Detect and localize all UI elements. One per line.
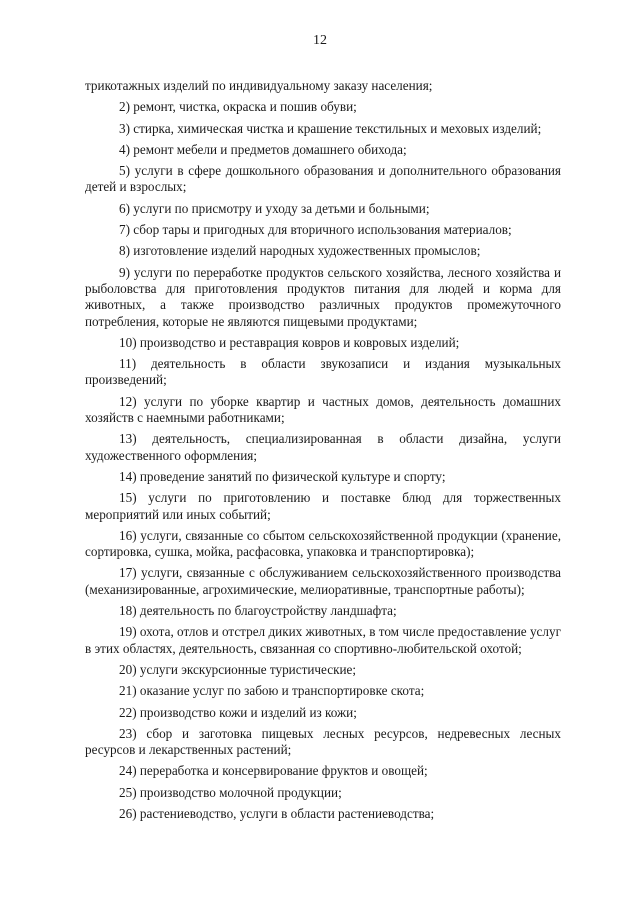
list-item: 3) стирка, химическая чистка и крашение текстильных и меховых изделий; xyxy=(119,120,542,136)
list-item: 7) сбор тары и пригодных для вторичного использования материалов; xyxy=(119,222,512,238)
list-item: 6) услуги по присмотру и уходу за детьми и больными; xyxy=(119,200,430,216)
list-item: 11) деятельность в области звукозаписи и издания музыкальных произведений; xyxy=(85,356,561,388)
list-item: 15) услуги по приготовлению и поставке блюд для торжественных мероприятий или иных событий; xyxy=(85,490,561,522)
list-item: 14) проведение занятий по физической культуре и спорту; xyxy=(119,468,446,484)
list-item: 8) изготовление изделий народных художественных промыслов; xyxy=(119,243,481,259)
list-item: 12) услуги по уборке квартир и частных домов, деятельность домашних хозяйств с наемными работниками; xyxy=(85,393,561,426)
list-item: 23) сбор и заготовка пищевых лесных ресурсов, недревесных лесных ресурсов и лекарственных растений; xyxy=(85,725,561,758)
list-item: 10) производство и реставрация ковров и ковровых изделий; xyxy=(119,334,460,350)
list-item: 19) охота, отлов и отстрел диких животных, в том числе предоставление услуг в этих областях, деятельность, связанная со спортивно-любительской охотой; xyxy=(85,624,561,656)
list-item: 5) услуги в сфере дошкольного образования и дополнительного образования детей и взрослых; xyxy=(85,163,561,195)
list-item: 24) переработка и консервирование фруктов и овощей; xyxy=(119,763,428,779)
list-item: 16) услуги, связанные со сбытом сельскохозяйственной продукции (хранение, сортировка, сушка, мойка, расфасовка, упаковка и транспортировка); xyxy=(85,527,561,560)
list-item: 21) оказание услуг по забою и транспортировке скота; xyxy=(119,683,425,699)
page-number: 12 xyxy=(313,33,327,48)
list-item: 4) ремонт мебели и предметов домашнего обихода; xyxy=(119,141,407,157)
list-item: 13) деятельность, специализированная в области дизайна, услуги художественного оформления; xyxy=(85,431,561,463)
list-item: 22) производство кожи и изделий из кожи; xyxy=(119,704,357,720)
document-body xyxy=(85,78,561,827)
list-item: 9) услуги по переработке продуктов сельского хозяйства, лесного хозяйства и рыболовства для приготовления продуктов питания для людей и корма для животных, а также производство различных продуктов промежуточного потребления, которые не являются пищевыми продуктами; xyxy=(85,264,561,329)
list-item: 18) деятельность по благоустройству ландшафта; xyxy=(119,603,397,619)
list-item: 25) производство молочной продукции; xyxy=(119,784,342,800)
list-item: 2) ремонт, чистка, окраска и пошив обуви; xyxy=(119,99,357,115)
paragraph-continuation: трикотажных изделий по индивидуальному заказу населения; xyxy=(85,78,433,93)
list-item: 17) услуги, связанные с обслуживанием сельскохозяйственного производства (механизированные, агрохимические, мелиоративные, транспортные работы); xyxy=(85,565,561,597)
list-item: 20) услуги экскурсионные туристические; xyxy=(119,661,357,677)
list-item: 26) растениеводство, услуги в области растениеводства; xyxy=(119,805,435,821)
